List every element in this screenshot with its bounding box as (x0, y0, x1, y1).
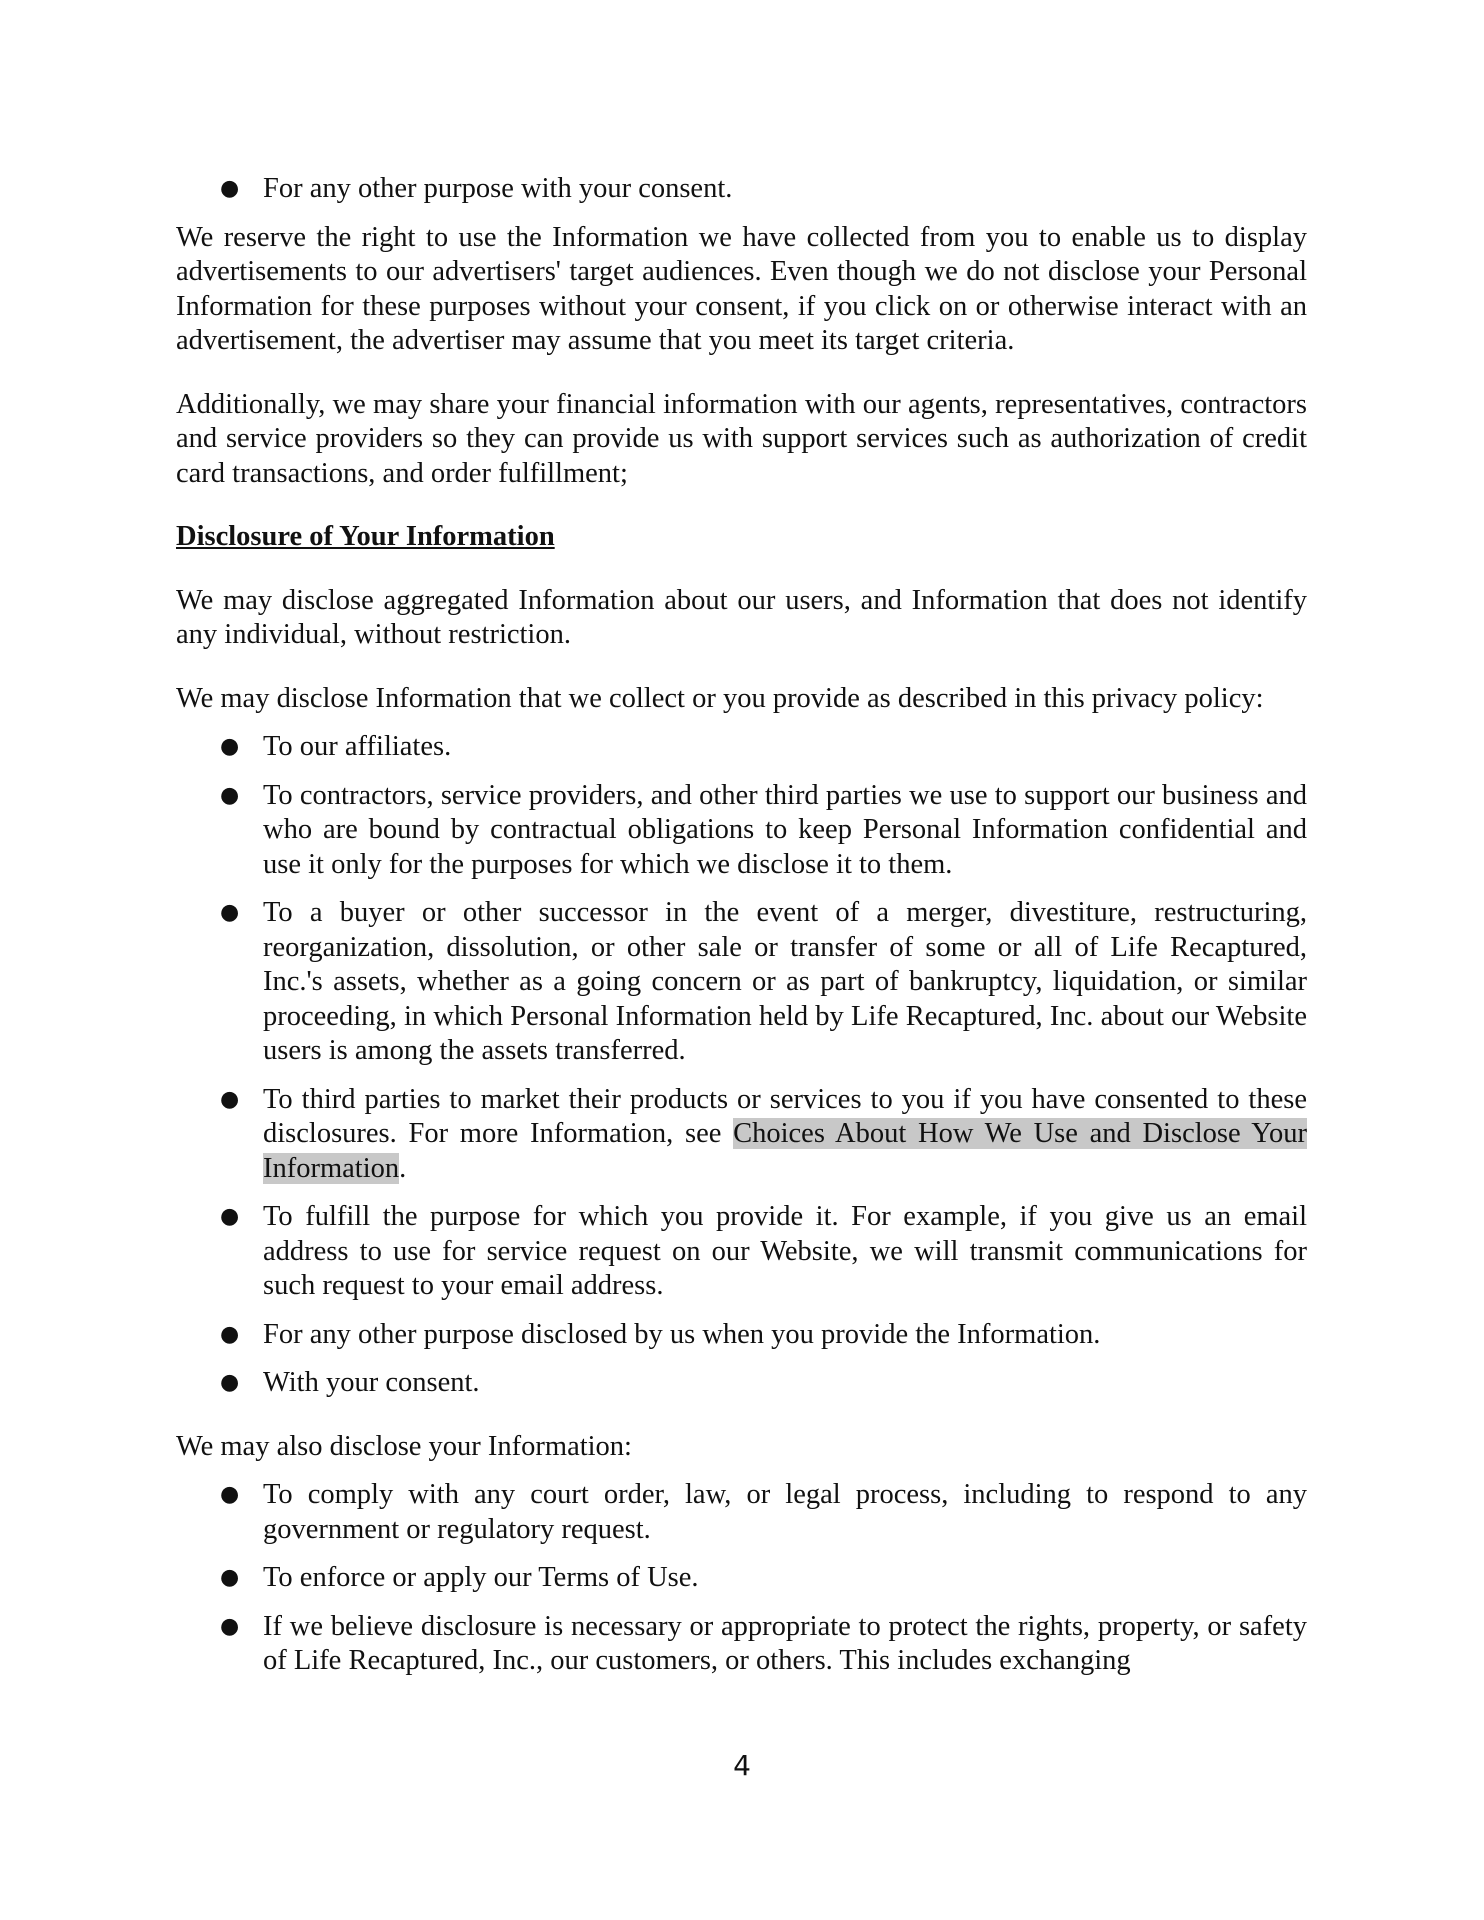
list-item (176, 779, 1307, 883)
list-item (176, 1610, 1307, 1679)
also-disclose-paragraph: We may also disclose your Information: (176, 1430, 632, 1462)
bullet-icon: ● (220, 1204, 240, 1229)
list-item (176, 896, 1307, 1069)
page-number: 4 (733, 1749, 751, 1782)
continued-bullet-list (176, 172, 1307, 207)
list-item-text: For any other purpose disclosed by us when you provide the Information. (263, 1318, 1101, 1350)
list-item-text: With your consent. (263, 1367, 480, 1398)
list-item-text: If we believe disclosure is necessary or appropriate to protect the rights, property, or safety of Life Recaptured, Inc., our customers, or others. This includes exchanging (263, 1610, 1307, 1676)
list-item (176, 730, 1307, 765)
disclosure-bullet-list (176, 730, 1307, 1401)
list-item-text: To third parties to market their products or services to you if you have consented to these disclosures. For more Information, see (263, 1083, 1307, 1149)
list-item-text-suffix: . (399, 1152, 407, 1184)
disclosure-intro-paragraph: We may disclose Information that we collect or you provide as described in this privacy policy: (176, 682, 1264, 714)
bullet-icon: ● (220, 1086, 240, 1112)
list-item (176, 1083, 1307, 1187)
list-item-text: For any other purpose with your consent. (263, 173, 733, 204)
list-item-text: To comply with any court order, law, or legal process, including to respond to any government or regulatory request. (263, 1479, 1307, 1545)
aggregated-paragraph: We may disclose aggregated Information about our users, and Information that does not identify any individual, without restriction. (176, 584, 1307, 650)
list-item (176, 1366, 1307, 1401)
list-item (176, 172, 1307, 207)
bullet-icon: ● (220, 734, 240, 759)
section-heading: Disclosure of Your Information (176, 521, 555, 552)
bullet-icon: ● (220, 900, 240, 925)
financial-paragraph: Additionally, we may share your financial information with our agents, representatives, contractors and service providers so they can provide us with support services such as authorization of credit card transactions, and order fulfillment; (176, 388, 1307, 489)
bullet-icon: ● (220, 1370, 240, 1395)
also-disclose-bullet-list (176, 1478, 1307, 1679)
list-item (176, 1200, 1307, 1304)
list-item-text: To fulfill the purpose for which you provide it. For example, if you give us an email address to use for service request on our Website, we will transmit communications for such request to your email address. (263, 1201, 1307, 1301)
list-item (176, 1561, 1307, 1596)
bullet-icon: ● (220, 1482, 240, 1507)
document-page (176, 172, 1307, 1693)
list-item (176, 1478, 1307, 1547)
bullet-icon: ● (220, 176, 240, 201)
list-item-text: To enforce or apply our Terms of Use. (263, 1562, 699, 1593)
list-item-text: To our affiliates. (263, 731, 452, 762)
list-item-text: To a buyer or other successor in the event of a merger, divestiture, restructuring, reorganization, dissolution, or other sale or transfer of some or all of Life Recaptured, Inc.'s assets, whether as a going concern or as part of bankruptcy, liquidation, or similar proceeding, in which Personal Information held by Life Recaptured, Inc. about our Website users is among the assets transferred. (263, 897, 1307, 1066)
list-item-text: To contractors, service providers, and other third parties we use to support our business and who are bound by contractual obligations to keep Personal Information confidential and use it only for the purposes for which we disclose it to them. (263, 779, 1307, 880)
list-item (176, 1318, 1307, 1353)
advertising-paragraph: We reserve the right to use the Information we have collected from you to enable us to display advertisements to our advertisers' target audiences. Even though we do not disclose your Personal Information for these purposes without your consent, if you click on or otherwise interact with an advertisement, the advertiser may assume that you meet its target criteria. (176, 221, 1307, 356)
bullet-icon: ● (220, 1321, 240, 1347)
choices-section-link[interactable]: Choices About How We Use and Disclose Your Information (263, 1118, 1307, 1184)
bullet-icon: ● (220, 782, 240, 808)
bullet-icon: ● (220, 1565, 240, 1590)
bullet-icon: ● (220, 1613, 240, 1639)
